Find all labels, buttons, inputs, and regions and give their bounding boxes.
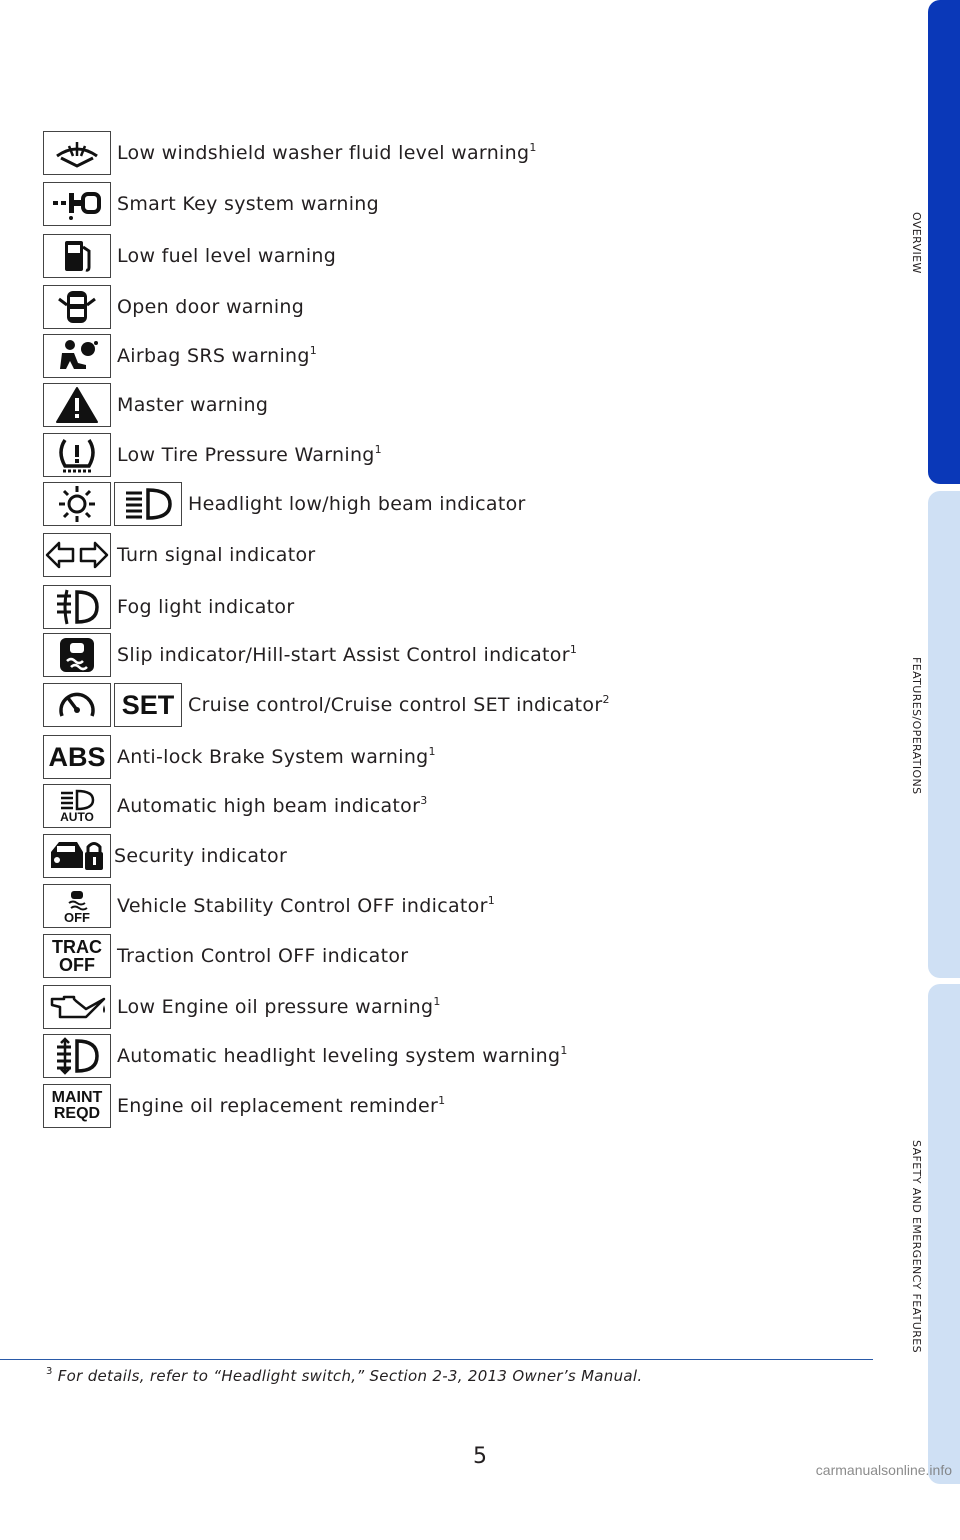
side-label-overview: OVERVIEW <box>910 212 923 274</box>
warning-row-low-fuel <box>43 233 336 279</box>
trac-off-icon: TRAC OFF <box>43 934 111 978</box>
headlight-low-icon <box>43 482 111 526</box>
tab-overview[interactable] <box>928 0 960 484</box>
row-label: Traction Control OFF indicator <box>117 945 409 967</box>
maint-reqd-icon: MAINT REQD <box>43 1084 111 1128</box>
tire-pressure-icon <box>43 433 111 477</box>
airbag-icon <box>43 334 111 378</box>
turn-signal-icon <box>43 533 111 577</box>
warning-row-smart-key <box>43 181 379 227</box>
side-label-safety-emergency: SAFETY AND EMERGENCY FEATURES <box>910 1140 923 1353</box>
master-warning-icon <box>43 383 111 427</box>
cruise-set-icon: SET <box>114 683 182 727</box>
headlight-leveling-icon <box>43 1034 111 1078</box>
row-label: Engine oil replacement reminder$^1$ <box>117 1094 446 1117</box>
auto-high-beam-icon: AUTO <box>43 784 111 828</box>
warning-row-open-door <box>43 284 304 330</box>
row-label: Cruise control/Cruise control SET indicator$^2$ <box>188 693 610 716</box>
side-label-features-operations: FEATURES/OPERATIONS <box>910 657 923 795</box>
warning-row-abs <box>43 734 436 780</box>
tab-safety-emergency[interactable] <box>928 984 960 1484</box>
footnote: $^3$ For details, refer to “Headlight switch,” Section 2-3, 2013 Owner’s Manual. <box>46 1366 643 1385</box>
fuel-pump-icon <box>43 234 111 278</box>
indicator-row-security <box>43 833 287 879</box>
cruise-control-icon <box>43 683 111 727</box>
row-label: Slip indicator/Hill-start Assist Control indicator$^1$ <box>117 643 578 666</box>
row-label: Low Tire Pressure Warning$^1$ <box>117 443 382 466</box>
abs-icon: ABS <box>43 735 111 779</box>
row-label: Low windshield washer fluid level warning$^1$ <box>117 141 537 164</box>
indicator-row-headlight <box>43 481 526 527</box>
smart-key-icon <box>43 182 111 226</box>
row-label: Vehicle Stability Control OFF indicator$^1$ <box>117 894 495 917</box>
page-number: 5 <box>473 1444 487 1469</box>
vsc-off-icon: OFF <box>43 884 111 928</box>
warning-row-oil-pressure <box>43 984 441 1030</box>
indicator-row-trac-off <box>43 933 408 979</box>
row-label: Open door warning <box>117 296 305 318</box>
row-label: Automatic headlight leveling system warning$^1$ <box>117 1044 568 1067</box>
indicator-row-fog-light <box>43 584 294 630</box>
security-icon <box>43 834 111 878</box>
row-label: Security indicator <box>114 845 288 867</box>
indicator-row-auto-high-beam <box>43 783 428 829</box>
warning-row-master <box>43 382 268 428</box>
section-tabs <box>928 0 960 1484</box>
row-label: Airbag SRS warning$^1$ <box>117 344 318 367</box>
warning-row-washer-fluid <box>43 130 537 176</box>
headlight-high-icon <box>114 482 182 526</box>
open-door-icon <box>43 285 111 329</box>
indicator-row-vsc-off <box>43 883 495 929</box>
row-label: Fog light indicator <box>117 596 295 618</box>
footnote-divider <box>0 1359 873 1360</box>
slip-indicator-icon <box>43 633 111 677</box>
row-label: Automatic high beam indicator$^3$ <box>117 794 428 817</box>
row-label: Low fuel level warning <box>117 245 337 267</box>
tab-features-operations[interactable] <box>928 491 960 978</box>
washer-fluid-icon <box>43 131 111 175</box>
row-label: Headlight low/high beam indicator <box>188 493 526 515</box>
indicator-row-turn-signal <box>43 532 316 578</box>
row-label: Smart Key system warning <box>117 193 380 215</box>
warning-row-airbag <box>43 333 317 379</box>
indicator-row-slip <box>43 632 577 678</box>
warning-row-headlight-leveling <box>43 1033 568 1079</box>
row-label: Turn signal indicator <box>117 544 316 566</box>
row-label: Master warning <box>117 394 269 416</box>
row-label: Low Engine oil pressure warning$^1$ <box>117 995 441 1018</box>
watermark: carmanualsonline.info <box>815 1462 952 1478</box>
oil-pressure-icon <box>43 985 111 1029</box>
row-label: Anti-lock Brake System warning$^1$ <box>117 745 436 768</box>
indicator-row-cruise-control <box>43 682 610 728</box>
warning-row-tire-pressure <box>43 432 382 478</box>
reminder-row-maint-reqd <box>43 1083 445 1129</box>
fog-light-icon <box>43 585 111 629</box>
